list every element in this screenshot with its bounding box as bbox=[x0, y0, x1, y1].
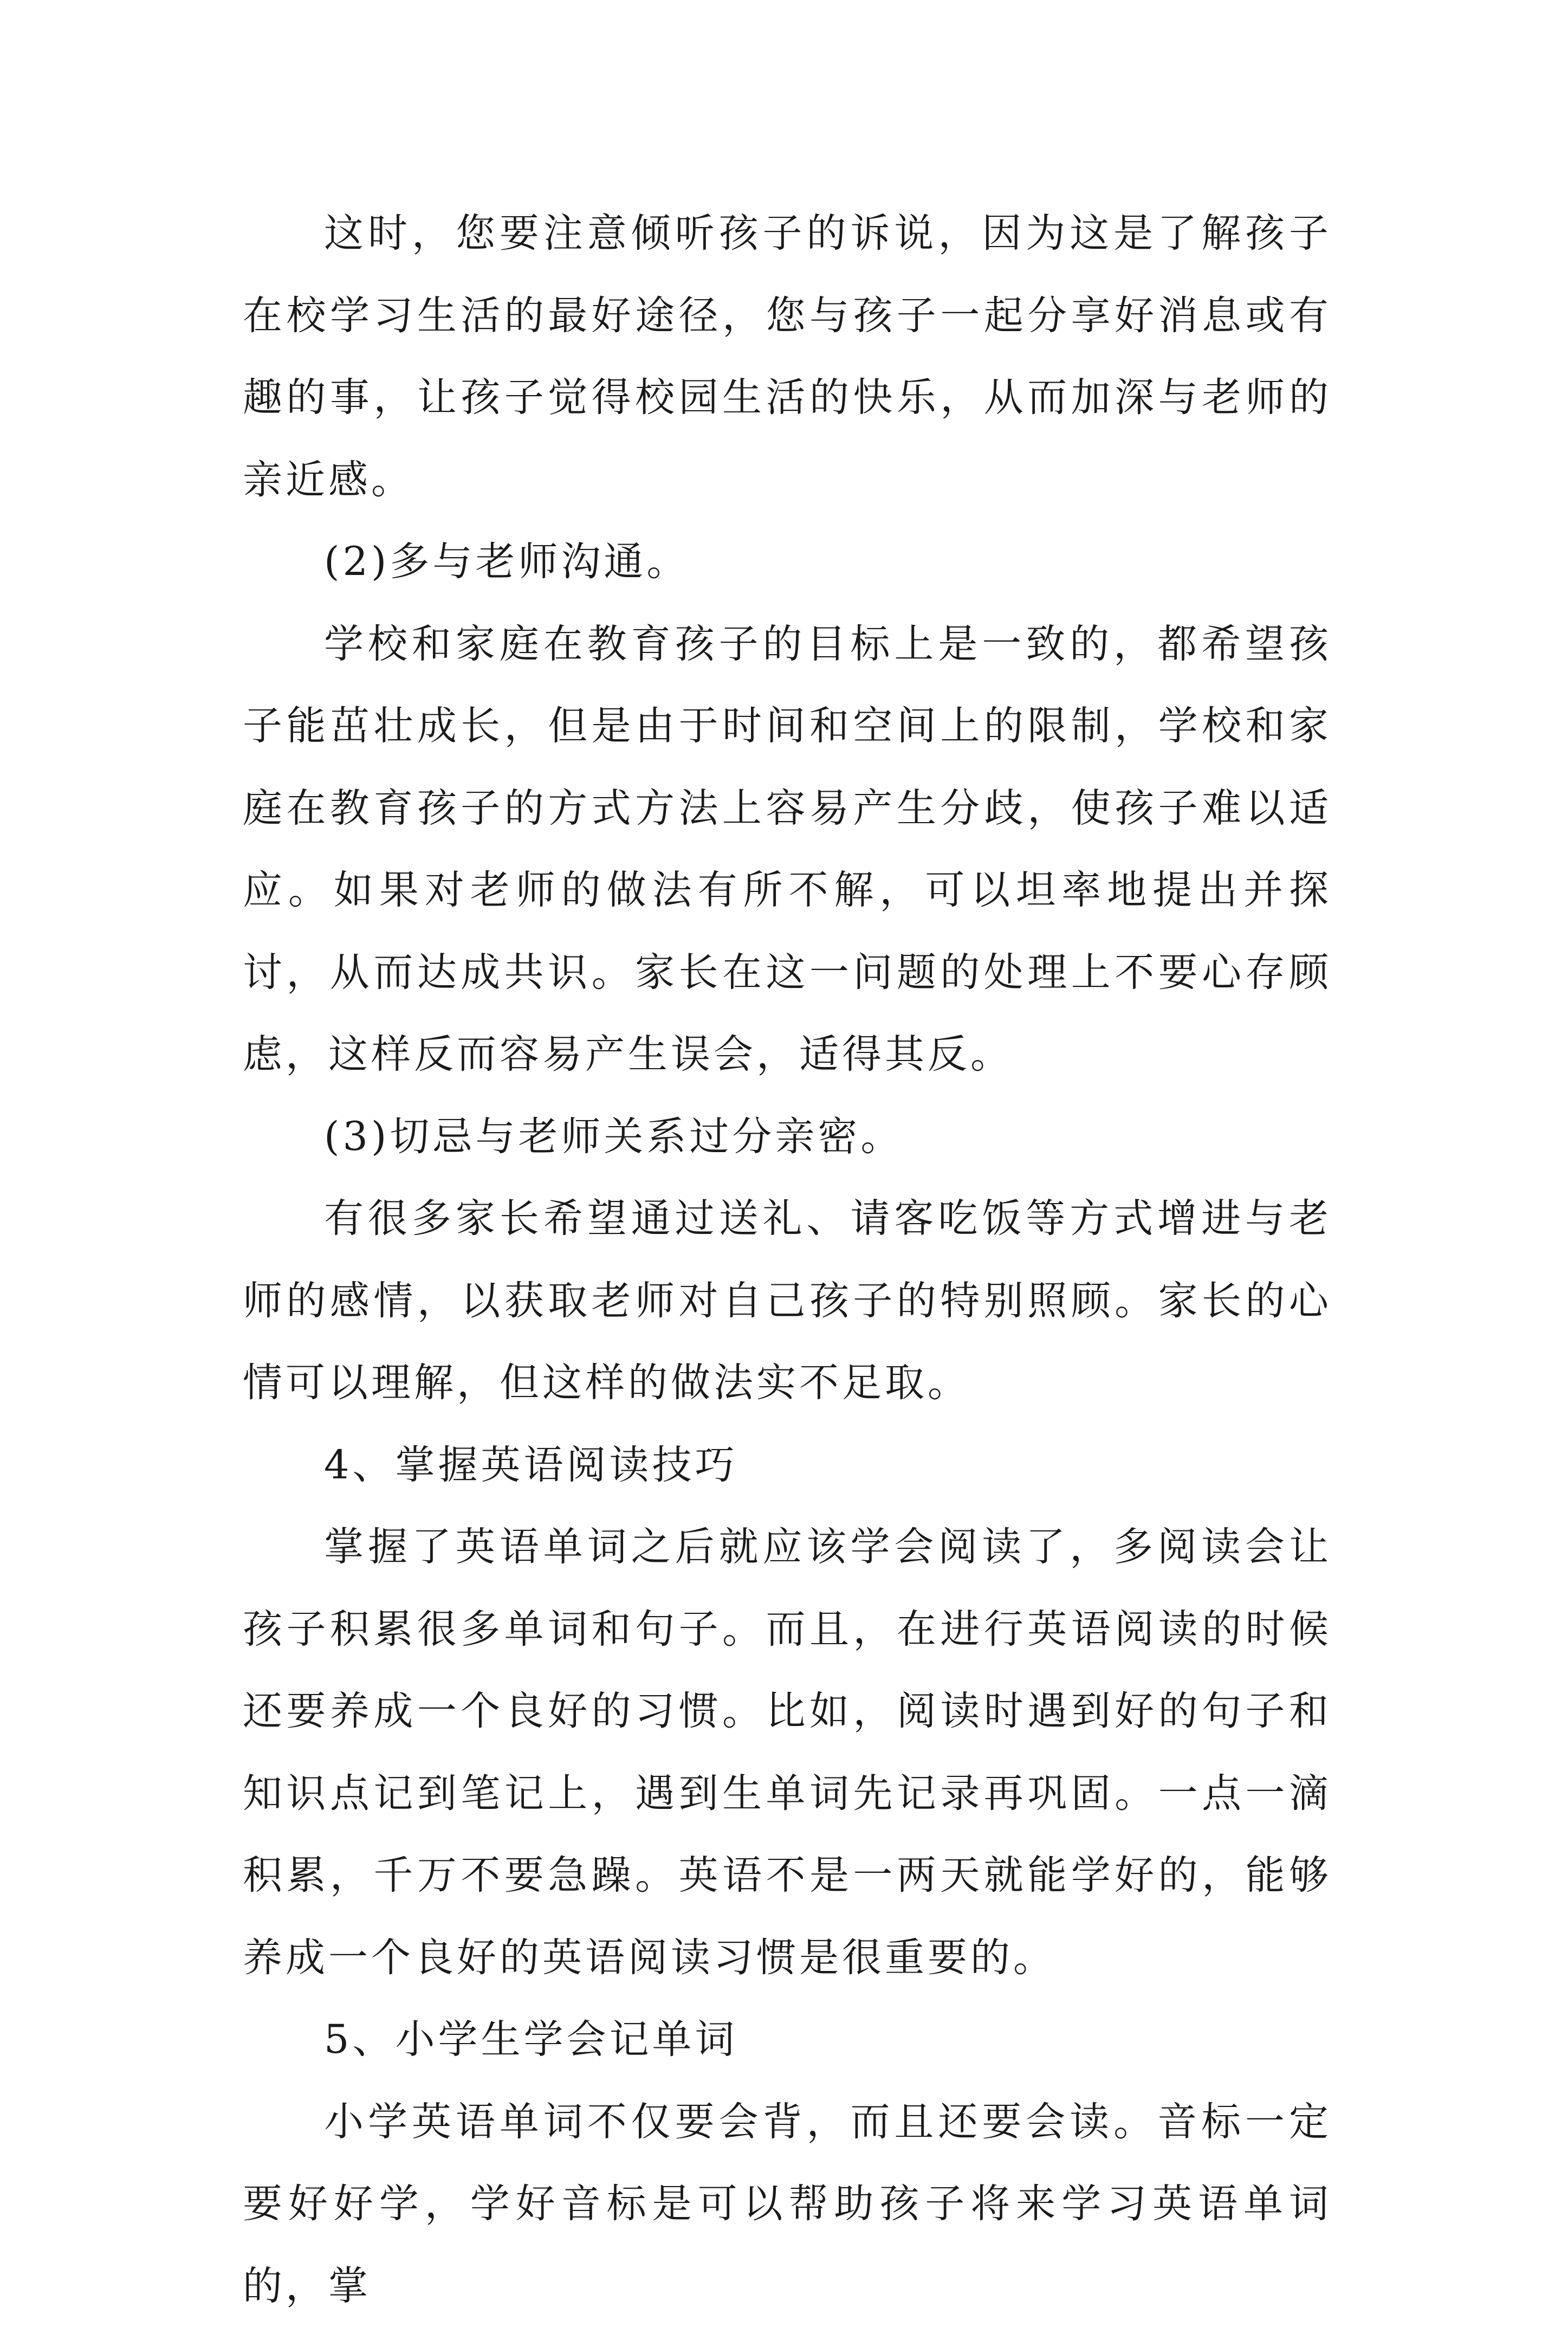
heading-communicate-with-teacher: (2)多与老师沟通。 bbox=[243, 521, 1332, 603]
paragraph-reading-habits: 掌握了英语单词之后就应该学会阅读了，多阅读会让孩子积累很多单词和句子。而且，在进行英语阅读的时候还要养成一个良好的习惯。比如，阅读时遇到好的句子和知识点记到笔记上，遇到生单词先记录再巩固。一点一滴积累，千万不要急躁。英语不是一两天就能学好的，能够养成一个良好的英语阅读习惯是很重要的。 bbox=[243, 1506, 1332, 1999]
heading-english-reading: 4、掌握英语阅读技巧 bbox=[243, 1424, 1332, 1507]
paragraph-phonetics: 小学英语单词不仅要会背，而且还要会读。音标一定要好好学，学好音标是可以帮助孩子将来学习英语单词的，掌 bbox=[243, 2081, 1332, 2327]
paragraph-school-family: 学校和家庭在教育孩子的目标上是一致的，都希望孩子能茁壮成长，但是由于时间和空间上的限制，学校和家庭在教育孩子的方式方法上容易产生分歧，使孩子难以适应。如果对老师的做法有所不解，可以坦率地提出并探讨，从而达成共识。家长在这一问题的处理上不要心存顾虑，这样反而容易产生误会，适得其反。 bbox=[243, 603, 1332, 1096]
paragraph-gifts: 有很多家长希望通过送礼、请客吃饭等方式增进与老师的感情，以获取老师对自己孩子的特别照顾。家长的心情可以理解，但这样的做法实不足取。 bbox=[243, 1178, 1332, 1424]
heading-memorize-words: 5、小学生学会记单词 bbox=[243, 1999, 1332, 2081]
document-body bbox=[243, 192, 1332, 2327]
paragraph-listening: 这时，您要注意倾听孩子的诉说，因为这是了解孩子在校学习生活的最好途径，您与孩子一起分享好消息或有趣的事，让孩子觉得校园生活的快乐，从而加深与老师的亲近感。 bbox=[243, 192, 1332, 521]
heading-avoid-too-close: (3)切忌与老师关系过分亲密。 bbox=[243, 1096, 1332, 1178]
